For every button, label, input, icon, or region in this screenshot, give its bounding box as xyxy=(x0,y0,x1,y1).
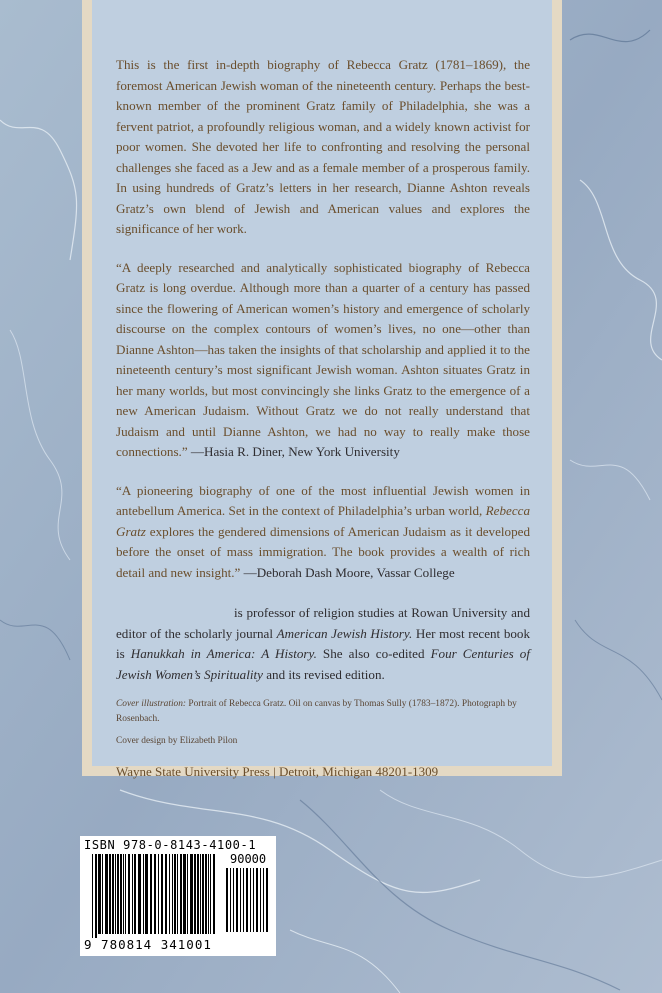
endorsement-moore-text-b: explores the gendered dimensions of American Judaism as it developed before the onset of mass immigration. The book provides a wealth of rich detail and new insight.” xyxy=(116,523,530,580)
text-panel xyxy=(92,0,552,779)
endorsement-diner-text: “A deeply researched and analytically sophisticated biography of Rebecca Gratz is long overdue. Although more than a quarter of a century has passed since the flowering of American women’s history and emergence of scholarly discourse on the complex contours of women’s lives, no one—other than Dianne Ashton—has taken the insights of that scholarship and applied it to the nineteenth century’s most significant Jewish woman. Ashton situates Gratz in her many worlds, but most convincingly she links Gratz to the emergence of a new American Judaism. Without Gratz we do not really understand that Judaism and until Dianne Ashton, we had no way to really make those connections.” xyxy=(116,259,530,459)
barcode-bar xyxy=(117,854,119,934)
barcode-bar xyxy=(210,854,211,934)
barcode-bar xyxy=(92,854,93,938)
isbn-number: ISBN 978-0-8143-4100-1 xyxy=(84,838,257,852)
endorsement-moore-book-title: Rebecca Gratz xyxy=(116,503,530,539)
author-bio-text-c: She also co-edited xyxy=(316,646,431,661)
endorsement-diner-attribution: —Hasia R. Diner, New York University xyxy=(187,444,400,459)
barcode-bar xyxy=(120,854,122,934)
barcode-bar xyxy=(187,854,188,934)
endorsement-moore xyxy=(116,481,530,584)
barcode-bar xyxy=(132,854,133,934)
author-bio-book2: Four Centuries of Jewish Women’s Spirituality xyxy=(116,646,530,682)
barcode-bar xyxy=(177,854,178,934)
endorsement-moore-text-a: “A pioneering biography of one of the most influential Jewish women in antebellum America. Set in the context of Philadelphia’s urban world, xyxy=(116,482,530,518)
author-bio-text-d: and its revised edition. xyxy=(262,666,385,682)
barcode-bar xyxy=(180,854,182,934)
barcode-bar xyxy=(145,854,148,934)
publisher-line: Wayne State University Press | Detroit, Michigan 48201-1309 xyxy=(116,763,439,779)
barcode-bar xyxy=(161,854,163,934)
price-addon-bar xyxy=(256,868,258,932)
barcode-bar xyxy=(102,854,103,934)
endorsement-moore-attribution: —Deborah Dash Moore, Vassar College xyxy=(240,564,455,580)
barcode-bar xyxy=(143,854,144,934)
barcode-bar xyxy=(112,854,114,934)
barcode-bar xyxy=(105,854,108,934)
barcode-bar xyxy=(115,854,116,934)
barcode-bar xyxy=(213,854,215,934)
cover-design-credit: Cover design by Elizabeth Pilon xyxy=(116,736,238,746)
barcode-bar xyxy=(197,854,199,934)
barcode-digits: 9 780814 341001 xyxy=(84,937,212,952)
barcode-bar xyxy=(200,854,201,934)
price-addon-bar xyxy=(233,868,234,932)
author-bio-text-a: is professor of religion studies at Rowan University and editor of the scholarly journal xyxy=(116,605,530,641)
price-addon-bar xyxy=(253,868,254,932)
price-addon-bar xyxy=(243,868,244,932)
barcode-bar xyxy=(172,854,173,934)
cover-credit-text: Portrait of Rebecca Gratz. Oil on canvas by Thomas Sully (1783–1872). Photograph by Rosenbach. xyxy=(116,699,517,724)
price-addon-bar xyxy=(250,868,251,932)
barcode-bar xyxy=(109,854,111,934)
barcode-bar xyxy=(138,854,141,934)
barcode-bar xyxy=(95,854,97,938)
barcode-bar xyxy=(174,854,176,934)
cover-credit-label: Cover illustration: xyxy=(116,699,187,709)
price-addon-bar xyxy=(226,868,228,932)
endorsement-diner xyxy=(116,258,530,463)
barcode-bar xyxy=(134,854,136,934)
barcode-bar xyxy=(183,854,186,934)
barcode-bar xyxy=(169,854,170,934)
price-addon-bar xyxy=(263,868,264,932)
book-description: This is the first in-depth biography of Rebecca Gratz (1781–1869), the foremost American Jewish woman of the nineteenth century. Perhaps the best-known member of the prominent Gratz family of Philadelphia, she was a fervent patriot, a profoundly religious woman, and a widely known activist for poor women. She devoted her life to confronting and resolving the personal challenges she faced as a Jew and as a female member of a prosperous family. In using hundreds of Gratz’s letters in her research, Dianne Ashton reveals Gratz’s own blend of Jewish and American values and explores the significance of her work. xyxy=(116,57,530,236)
barcode-bar xyxy=(98,854,101,934)
barcode-bar xyxy=(202,854,204,934)
barcode-bar xyxy=(165,854,167,934)
barcode-bar xyxy=(190,854,193,934)
price-addon-bar xyxy=(260,868,261,932)
author-bio xyxy=(116,603,530,685)
author-bio-text-b: Her most recent book is xyxy=(116,625,531,661)
isbn-barcode xyxy=(80,836,276,956)
barcode-bar xyxy=(123,854,124,934)
barcode-bar xyxy=(194,854,196,934)
author-bio-book1: Hanukkah in America: A History. xyxy=(130,646,317,661)
price-addon-bar xyxy=(246,868,248,932)
barcode-bar xyxy=(205,854,207,934)
barcode-bar xyxy=(158,854,159,934)
barcode-bar xyxy=(208,854,209,934)
author-bio-journal: American Jewish History. xyxy=(276,625,413,641)
price-addon-bar xyxy=(230,868,231,932)
price-addon-bar xyxy=(266,868,268,932)
cover-illustration-credit xyxy=(116,697,530,726)
barcode-bar xyxy=(125,854,126,934)
price-addon-bar xyxy=(236,868,238,932)
price-code: 90000 xyxy=(230,852,267,866)
barcode-bar xyxy=(128,854,130,934)
price-addon-bar xyxy=(240,868,241,932)
barcode-bar xyxy=(150,854,152,934)
barcode-bar xyxy=(154,854,156,934)
